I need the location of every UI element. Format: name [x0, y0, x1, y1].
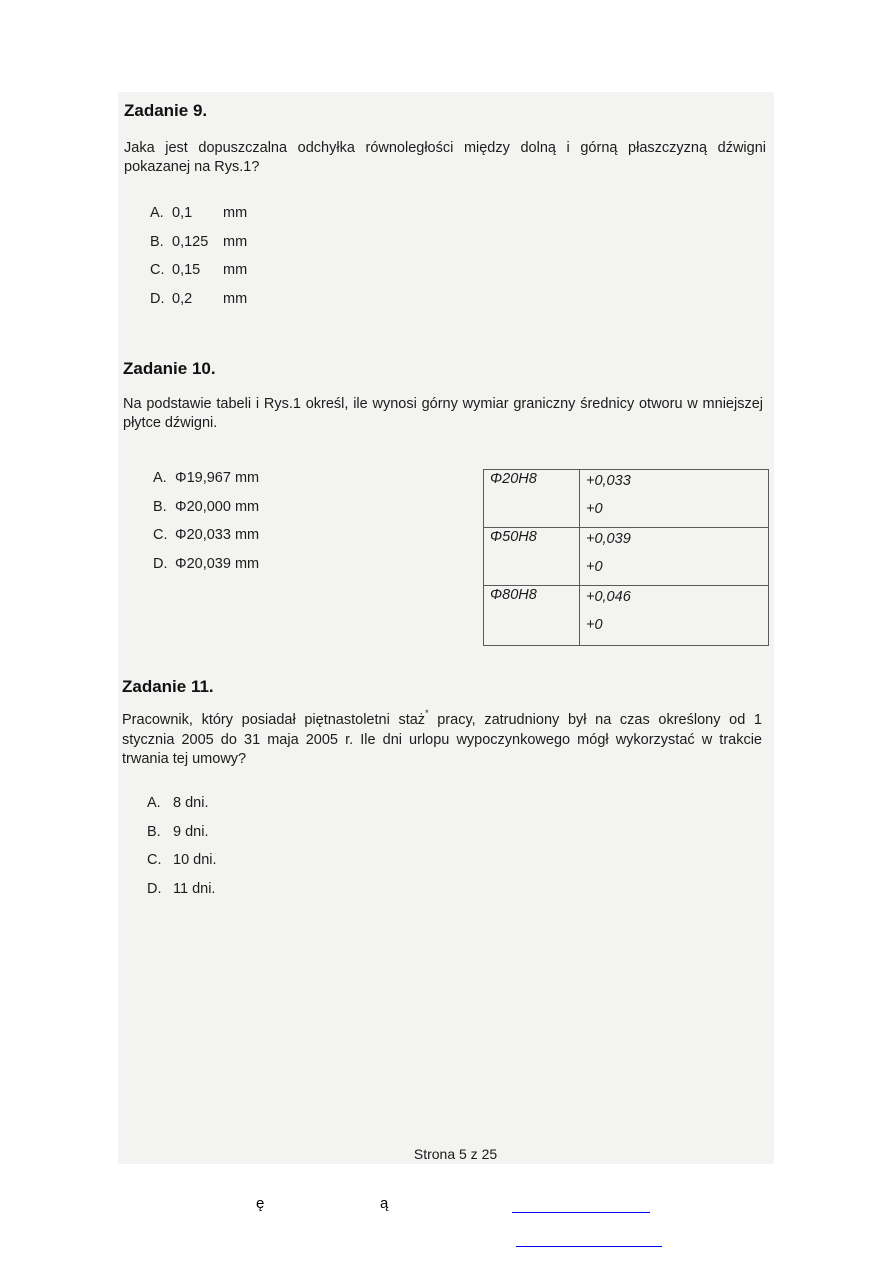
- question-11-options: [147, 789, 217, 904]
- option-value: Φ20,033 mm: [175, 527, 260, 544]
- table-cell-dimension: Φ20H8: [484, 470, 580, 528]
- option-value: 9 dni.: [173, 823, 209, 840]
- option-letter: C.: [150, 262, 165, 279]
- table-cell-deviations: [580, 586, 769, 646]
- answer-option[interactable]: [153, 521, 259, 550]
- question-11-title: Zadanie 11.: [122, 677, 214, 696]
- option-value: 0,2: [172, 291, 193, 308]
- option-value: 11 dni.: [173, 881, 216, 898]
- footer-link-underline[interactable]: [512, 1212, 650, 1213]
- question-9-options: [150, 199, 247, 314]
- option-letter: C.: [153, 527, 168, 544]
- upper-deviation: +0,046: [586, 589, 631, 605]
- option-letter: C.: [147, 852, 162, 869]
- option-value: 10 dni.: [173, 852, 217, 869]
- lower-deviation: +0: [586, 501, 603, 517]
- table-cell-deviations: [580, 470, 769, 528]
- question-9-text: Jaka jest dopuszczalna odchyłka równoległości między dolną i górną płaszczyzną dźwigni pokazanej na Rys.1?: [124, 140, 766, 175]
- answer-option[interactable]: [147, 875, 217, 904]
- table-row: [484, 528, 769, 586]
- option-unit: mm: [223, 205, 248, 221]
- option-unit: mm: [223, 233, 248, 250]
- answer-option[interactable]: [153, 493, 259, 522]
- table-cell-deviations: [580, 528, 769, 586]
- question-11-text: [122, 708, 762, 769]
- question-9-title: Zadanie 9.: [124, 101, 208, 120]
- upper-deviation: +0,039: [586, 531, 631, 547]
- option-letter: A.: [153, 470, 167, 486]
- answer-option[interactable]: [150, 228, 247, 257]
- option-value: Φ20,039 mm: [175, 556, 260, 573]
- option-letter: A.: [150, 205, 164, 221]
- answer-option[interactable]: [153, 464, 259, 493]
- footer-char: ą: [380, 1195, 389, 1212]
- table-row: [484, 586, 769, 646]
- answer-option[interactable]: [150, 199, 247, 228]
- question-11-text-part: pracy, zatrudniony był na czas określony od 1 stycznia 2005 do 31 maja 2005 r. Ile dni urlopu wypoczynkowego mógł wykorzystać w trakcie trwania tej umowy?: [122, 712, 762, 767]
- answer-option[interactable]: [147, 818, 217, 847]
- footer-char: ę: [256, 1195, 265, 1212]
- question-10-options: [153, 464, 259, 579]
- table-cell-dimension: Φ80H8: [484, 586, 580, 646]
- table-cell-dimension: Φ50H8: [484, 528, 580, 586]
- answer-option[interactable]: [147, 789, 217, 818]
- option-unit: mm: [223, 291, 248, 308]
- lower-deviation: +0: [586, 559, 603, 575]
- option-letter: A.: [147, 795, 161, 811]
- answer-option[interactable]: [150, 285, 247, 314]
- footer-link-underline[interactable]: [516, 1246, 662, 1247]
- option-value: 0,15: [172, 262, 201, 279]
- option-value: Φ19,967 mm: [175, 470, 260, 486]
- question-10-text: Na podstawie tabeli i Rys.1 określ, ile wynosi górny wymiar graniczny średnicy otworu w mniejszej płytce dźwigni.: [123, 396, 763, 431]
- footnote-mark: *: [425, 708, 429, 718]
- option-letter: B.: [153, 498, 167, 515]
- option-unit: mm: [223, 262, 248, 279]
- table-row: [484, 470, 769, 528]
- tolerance-table: [483, 469, 769, 646]
- option-letter: B.: [150, 233, 164, 250]
- question-10-title: Zadanie 10.: [123, 359, 216, 378]
- option-letter: B.: [147, 823, 161, 840]
- answer-option[interactable]: [153, 550, 259, 579]
- option-letter: D.: [150, 291, 165, 308]
- lower-deviation: +0: [586, 617, 603, 633]
- option-value: Φ20,000 mm: [175, 498, 260, 515]
- option-value: 0,1: [172, 205, 193, 221]
- upper-deviation: +0,033: [586, 473, 631, 489]
- question-11-text-part: Pracownik, który posiadał piętnastoletni staż: [122, 712, 426, 728]
- option-value: 8 dni.: [173, 795, 209, 811]
- answer-option[interactable]: [150, 256, 247, 285]
- answer-option[interactable]: [147, 846, 217, 875]
- page-number: Strona 5 z 25: [413, 1146, 498, 1162]
- option-letter: D.: [147, 881, 162, 898]
- option-letter: D.: [153, 556, 168, 573]
- option-value: 0,125: [172, 233, 209, 250]
